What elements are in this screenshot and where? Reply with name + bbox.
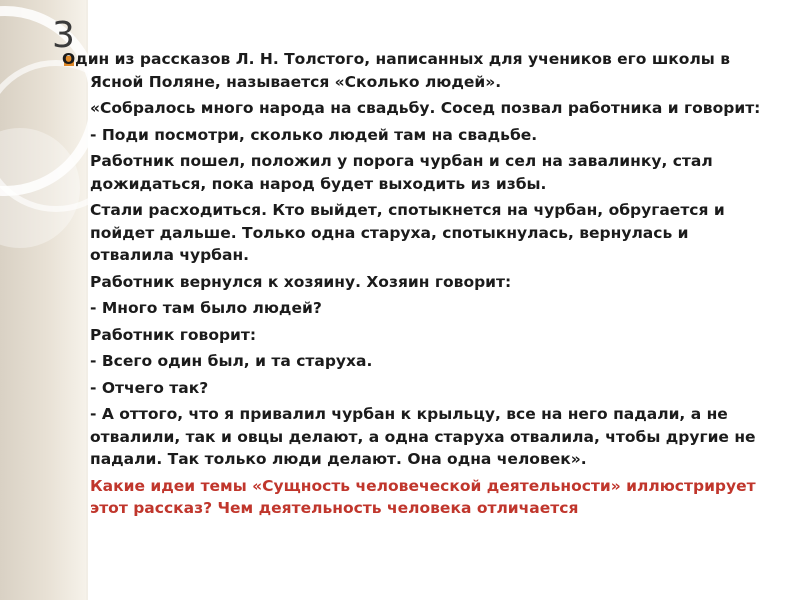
slide-number: 3 — [52, 15, 75, 56]
story-paragraph: - Много там было людей? — [90, 299, 322, 317]
story-paragraph: - А оттого, что я привалил чурбан к крыльцу, все на него падали, а не отвалили, так и овцы делают, а одна старуха отвалила, чтобы другие не падали. Так только люди делают. Она одна человек». — [90, 405, 756, 468]
story-paragraph: Работник пошел, положил у порога чурбан и сел на завалинку, стал дожидаться, пока народ будет выходить из избы. — [90, 152, 713, 193]
story-paragraph: - Поди посмотри, сколько людей там на свадьбе. — [90, 125, 538, 144]
slide-body — [62, 48, 762, 524]
intro-paragraph: Один из рассказов Л. Н. Толстого, написанных для учеников его школы в Ясной Поляне, называется «Сколько людей». — [62, 50, 731, 91]
question-paragraph: Какие идеи темы «Сущность человеческой деятельности» иллюстрирует этот рассказ? Чем деятельность человека отличается — [90, 476, 756, 517]
story-paragraph: Работник вернулся к хозяину. Хозяин говорит: — [90, 272, 512, 291]
story-paragraph: - Всего один был, и та старуха. — [90, 352, 373, 370]
story-paragraph: «Собралось много народа на свадьбу. Сосед позвал работника и говорит: — [90, 99, 761, 117]
story-paragraph: Стали расходиться. Кто выйдет, спотыкнется на чурбан, обругается и пойдет дальше. Только одна старуха, спотыкнулась, вернулась и отвалила чурбан. — [90, 201, 725, 264]
story-paragraph: Работник говорит: — [90, 325, 257, 344]
story-paragraph: - Отчего так? — [90, 378, 209, 397]
